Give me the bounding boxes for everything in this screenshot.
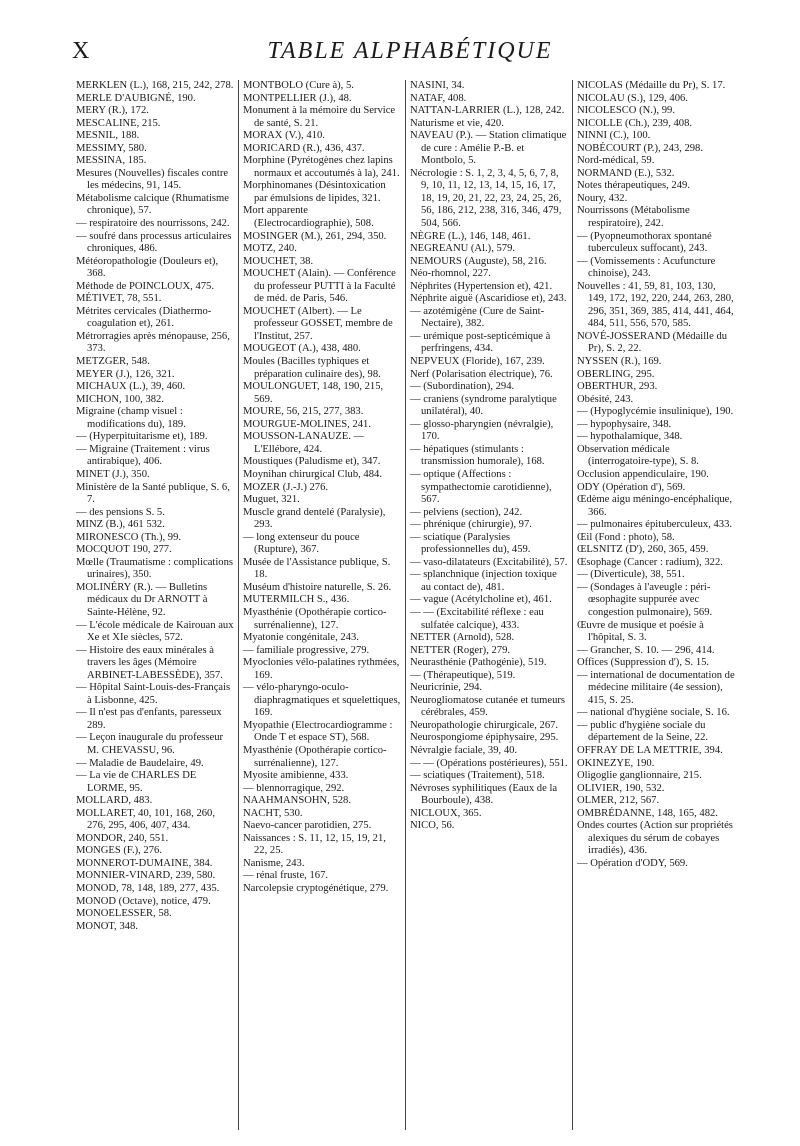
index-entry: NICOLAS (Médaille du Pr), S. 17. — [577, 80, 726, 91]
index-entry: — Migraine (Traitement : virus antirabique), 406. — [76, 443, 210, 468]
index-entry: NICOLAU (S.), 129, 406. — [577, 92, 688, 104]
index-entry: MINZ (B.), 461 532. — [76, 519, 165, 531]
index-entry: — La vie de CHARLES DE LORME, 95. — [76, 770, 197, 794]
index-entry: MOUGEOT (A.), 438, 480. — [243, 343, 361, 355]
index-entry: MINET (J.), 350. — [76, 468, 150, 480]
index-entry: NAVEAU (P.). — Station climatique de cure : Amélie P.-B. et Montbolo, 5. — [410, 130, 567, 167]
index-entry: MONOELESSER, 58. — [76, 908, 172, 920]
index-entry: — (Pyopneumothorax spontané tuberculeux suffocant), 243. — [577, 230, 712, 255]
index-entry: MOULONGUET, 148, 190, 215, 569. — [243, 381, 384, 405]
page-header — [72, 38, 748, 70]
index-entry: OKINEZYE, 190. — [577, 757, 655, 769]
index-entry: OBERLING, 295. — [577, 368, 655, 380]
index-entry: — — (Opérations postérieures), 551. — [410, 757, 568, 769]
index-entry: Noury, 432. — [577, 192, 628, 204]
index-entry: Migraine (champ visuel : modifications du), 189. — [76, 406, 186, 430]
index-entry: NETTER (Roger), 279. — [410, 644, 511, 656]
index-entry: MONGES (F.), 276. — [76, 845, 162, 857]
index-entry: Ministère de la Santé publique, S. 6, 7. — [76, 481, 230, 506]
index-entry: — Grancher, S. 10. — 296, 414. — [577, 644, 715, 656]
index-entry: METZGER, 548. — [76, 356, 150, 368]
index-entry: MIRONESCO (Th.), 99. — [76, 531, 182, 543]
index-entry: Métrites cervicales (Diathermo-coagulation et), 261. — [76, 305, 212, 330]
index-entry: — hépatiques (stimulants : transmission humorale), 168. — [410, 443, 545, 468]
index-entry: MOSINGER (M.), 261, 294, 350. — [243, 230, 387, 242]
index-entry: Neurasthénie (Pathogénie), 519. — [410, 657, 547, 669]
index-entry: MONOD (Octave), notice, 479. — [76, 895, 211, 907]
index-entry: — public d'hygiène sociale du département de la Seine, 22. — [577, 719, 709, 744]
index-entry: MORAX (V.), 410. — [243, 130, 325, 142]
index-entry: OBERTHUR, 293. — [577, 381, 658, 393]
index-entry: ODY (Opération d'), 569. — [577, 481, 686, 493]
index-entry: Métrorragies après ménopause, 256, 373. — [76, 330, 230, 355]
index-entry: MERKLEN (L.), 168, 215, 242, 278. — [76, 80, 234, 91]
index-entry: — soufré dans processus articulaires chroniques, 486. — [76, 230, 232, 255]
index-column-3 — [406, 80, 573, 1130]
index-entry: Œdème aigu méningo-encéphalique, 366. — [577, 494, 733, 518]
index-entry: Neurogliomatose cutanée et tumeurs cérébrales, 459. — [410, 694, 566, 719]
index-entry: Obésité, 243. — [577, 393, 634, 405]
index-entry: Nerf (Polarisation électrique), 76. — [410, 368, 553, 380]
index-entry: — Maladie de Baudelaire, 49. — [76, 757, 204, 769]
index-entry: — (Vomissements : Acufuncture chinoise), 243. — [577, 255, 716, 280]
index-entry: — hypothalamique, 348. — [577, 431, 683, 443]
index-entry: — azotémigène (Cure de Saint-Nectaire), 382. — [410, 305, 545, 330]
index-entry: Mesures (Nouvelles) fiscales contre les médecins, 91, 145. — [76, 167, 229, 192]
index-entry: OFFRAY DE LA METTRIE, 394. — [577, 744, 723, 756]
index-entry: Neuropathologie chirurgicale, 267. — [410, 719, 559, 731]
index-entry: — long extenseur du pouce (Rupture), 367. — [243, 531, 360, 556]
index-entry: — Hôpital Saint-Louis-des-Français à Lisbonne, 425. — [76, 682, 231, 706]
index-columns — [72, 80, 748, 1130]
index-entry: — (Hypoglycémie insulinique), 190. — [577, 406, 734, 418]
index-entry: MONNIER-VINARD, 239, 580. — [76, 870, 216, 882]
index-entry: — — (Excitabilité réflexe : eau sulfatée calcique), 433. — [410, 606, 544, 631]
index-entry: — international de documentation de médecine militaire (4e session), 415, S. 25. — [577, 669, 735, 706]
index-entry: Nouvelles : 41, 59, 81, 103, 130, 149, 172, 192, 220, 244, 263, 280, 296, 351, 369, 385, 414, 441, 464, 484, 511, 556, 570, 585. — [577, 280, 734, 330]
index-entry: Morphine (Pyrétogènes chez lapins normaux et accoutumés à la), 241. — [243, 155, 400, 179]
index-entry: Naevo-cancer parotidien, 275. — [243, 820, 372, 832]
index-entry: Neuricrinie, 294. — [410, 682, 483, 694]
index-entry: Nécrologie : S. 1, 2, 3, 4, 5, 6, 7, 8, 9, 10, 11, 12, 13, 14, 15, 16, 17, 18, 19, 20, 21, 22, 23, 24, 25, 26, 56, 186, 212, 238, 316, 346, 479, 504, 566. — [410, 167, 562, 230]
index-entry: — craniens (syndrome paralytique unilatéral), 40. — [410, 393, 557, 418]
index-entry: Naturisme et vie, 420. — [410, 117, 504, 129]
index-entry: NETTER (Arnold), 528. — [410, 632, 515, 644]
index-entry: NEMOURS (Auguste), 58, 216. — [410, 255, 547, 267]
index-entry: NYSSEN (R.), 169. — [577, 356, 662, 368]
index-entry: Moustiques (Paludisme et), 347. — [243, 456, 381, 468]
index-entry: Néphrite aiguë (Ascaridiose et), 243. — [410, 293, 567, 305]
index-entry: MOUSSON-LANAUZE. — L'Ellébore, 424. — [243, 431, 365, 455]
index-entry: — glosso-pharyngien (névralgie), 170. — [410, 418, 554, 443]
index-entry: MESSIMY, 580. — [76, 142, 147, 154]
index-entry: MICHON, 100, 382. — [76, 393, 164, 405]
page-number: X — [72, 38, 91, 64]
index-entry: Métabolisme calcique (Rhumatisme chronique), 57. — [76, 192, 229, 217]
index-entry: — Opération d'ODY, 569. — [577, 857, 688, 869]
index-entry: — vélo-pharyngo-oculo-diaphragmatiques et squelettiques, 169. — [243, 682, 401, 719]
index-entry: NATAF, 408. — [410, 92, 467, 104]
index-entry: Névroses syphilitiques (Eaux de la Bourboule), 438. — [410, 782, 558, 807]
index-entry: Muguet, 321. — [243, 494, 300, 506]
index-entry: Néo-rhomnol, 227. — [410, 268, 491, 280]
index-entry: MOUCHET, 38. — [243, 255, 314, 267]
index-entry: Observation médicale (interrogatoire-type), S. 8. — [577, 443, 699, 468]
index-entry: Myatonie congénitale, 243. — [243, 632, 359, 644]
index-entry: Nourrissons (Métabolisme respiratoire), 242. — [577, 205, 690, 230]
index-entry: Œil (Fond : photo), 58. — [577, 531, 675, 543]
index-entry: MERLE D'AUBIGNÉ, 190. — [76, 92, 196, 104]
index-entry: — L'école médicale de Kairouan aux Xe et XIe siècles, 572. — [76, 619, 234, 644]
index-entry: MEYER (J.), 126, 321. — [76, 368, 175, 380]
index-entry: Myoclonies vélo-palatines rythmées, 169. — [243, 657, 400, 681]
index-entry: Mort apparente (Electrocardiographie), 508. — [243, 205, 374, 230]
index-entry: Œuvre de musique et poésie à l'hôpital, S. 3. — [577, 619, 704, 644]
index-entry: Narcolepsie cryptogénétique, 279. — [243, 883, 389, 894]
index-entry: MUTERMILCH S., 436. — [243, 594, 350, 606]
index-entry: — sciatique (Paralysies professionnelles du), 459. — [410, 531, 531, 556]
index-entry: MONTBOLO (Cure à), 5. — [243, 80, 354, 91]
index-entry: MOLLARET, 40, 101, 168, 260, 276, 295, 406, 407, 434. — [76, 807, 215, 832]
index-entry: NINNI (C.), 100. — [577, 130, 651, 142]
index-entry: MOLLARD, 483. — [76, 795, 153, 807]
index-entry: MOTZ, 240. — [243, 243, 297, 255]
index-entry: MESCALINE, 215. — [76, 117, 161, 129]
index-entry: NATTAN-LARRIER (L.), 128, 242. — [410, 105, 565, 117]
index-entry: Notes thérapeutiques, 249. — [577, 180, 690, 192]
index-entry: MOURGUE-MOLINES, 241. — [243, 418, 372, 430]
index-entry: MICHAUX (L.), 39, 460. — [76, 381, 186, 393]
index-entry: OLIVIER, 190, 532. — [577, 782, 665, 794]
index-entry: Musée de l'Assistance publique, S. 18. — [243, 556, 391, 581]
index-entry: Moules (Bacilles typhiques et préparation culinaire des), 98. — [243, 356, 381, 380]
index-entry: — phrénique (chirurgie), 97. — [410, 519, 532, 531]
index-entry: MESNIL, 188. — [76, 130, 140, 142]
index-entry: Neurospongiome épiphysaire, 295. — [410, 732, 559, 744]
index-entry: Ondes courtes (Action sur propriétés alexiques du sérum de cobayes irradiés), 436. — [577, 820, 733, 857]
index-entry: Muséum d'histoire naturelle, S. 26. — [243, 581, 392, 593]
index-entry: — splanchnique (injection toxique au contact de), 481. — [410, 569, 557, 593]
index-entry: — rénal fruste, 167. — [243, 870, 329, 882]
index-entry: NÈGRE (L.), 146, 148, 461. — [410, 230, 531, 242]
index-entry: MOUCHET (Albert). — Le professeur GOSSET, membre de l'Institut, 257. — [243, 305, 393, 342]
index-entry: NEGREANU (Al.), 579. — [410, 243, 516, 255]
index-entry: — sciatiques (Traitement), 518. — [410, 770, 545, 782]
index-entry: — respiratoire des nourrissons, 242. — [76, 218, 230, 230]
index-entry: MONTPELLIER (J.), 48. — [243, 92, 352, 104]
index-entry: — (Subordination), 294. — [410, 381, 515, 393]
index-entry: NOBÉCOURT (P.), 243, 298. — [577, 142, 704, 154]
index-entry: OLMER, 212, 567. — [577, 795, 660, 807]
index-entry: Occlusion appendiculaire, 190. — [577, 468, 709, 480]
index-entry: Offices (Suppression d'), S. 15. — [577, 657, 710, 669]
index-entry: — blennorragique, 292. — [243, 782, 345, 794]
index-entry: Muscle grand dentelé (Paralysie), 293. — [243, 506, 386, 531]
index-entry: — Leçon inaugurale du professeur M. CHEVASSU, 96. — [76, 732, 224, 756]
index-entry: — familiale progressive, 279. — [243, 644, 370, 656]
index-entry: MOUCHET (Alain). — Conférence du professeur PUTTI à la Faculté de méd. de Paris, 546. — [243, 268, 396, 305]
index-entry: Myosite amibienne, 433. — [243, 770, 349, 782]
index-entry: — (Thérapeutique), 519. — [410, 669, 516, 681]
index-column-1 — [72, 80, 239, 1130]
index-entry: MORICARD (R.), 436, 437. — [243, 142, 365, 154]
index-entry: NASINI, 34. — [410, 80, 465, 91]
index-entry: MONNEROT-DUMAINE, 384. — [76, 857, 213, 869]
index-entry: — pelviens (section), 242. — [410, 506, 523, 518]
index-entry: Myasthénie (Opothérapie cortico-surrénalienne), 127. — [243, 744, 387, 769]
index-entry: — (Diverticule), 38, 551. — [577, 569, 685, 581]
index-entry: Naissances : S. 11, 12, 15, 19, 21, 22, 25. — [243, 832, 386, 857]
index-entry: Myopathie (Electrocardiogramme : Onde T et espace ST), 568. — [243, 719, 393, 744]
index-entry: NICLOUX, 365. — [410, 807, 482, 819]
index-entry: MESSINA, 185. — [76, 155, 147, 167]
index-entry: — (Hyperpituitarisme et), 189. — [76, 431, 208, 443]
index-entry: — urémique post-septicémique à perfringens, 434. — [410, 330, 551, 355]
index-entry: — optique (Affections : sympathectomie carotidienne), 567. — [410, 468, 552, 506]
index-entry: Météoropathologie (Douleurs et), 368. — [76, 255, 219, 280]
index-entry: MONOD, 78, 148, 189, 277, 435. — [76, 883, 220, 894]
index-entry: — vaso-dilatateurs (Excitabilité), 57. — [410, 556, 568, 568]
index-entry: — hypophysaire, 348. — [577, 418, 672, 430]
index-entry: MÉTIVET, 78, 551. — [76, 293, 162, 305]
index-entry: Nord-médical, 59. — [577, 155, 655, 167]
index-entry: — national d'hygiène sociale, S. 16. — [577, 707, 730, 719]
index-entry: NACHT, 530. — [243, 807, 303, 819]
index-entry: MONDOR, 240, 551. — [76, 832, 169, 844]
index-entry: Mœlle (Traumatisme : complications urinaires), 350. — [76, 556, 234, 581]
index-entry: Nanisme, 243. — [243, 857, 305, 869]
index-entry: NICOLLE (Ch.), 239, 408. — [577, 117, 693, 129]
index-entry: — Il n'est pas d'enfants, paresseux 289. — [76, 707, 222, 731]
index-entry: Méthode de POINCLOUX, 475. — [76, 280, 214, 292]
index-entry: Névralgie faciale, 39, 40. — [410, 744, 518, 756]
index-entry: Néphrites (Hypertension et), 421. — [410, 280, 553, 292]
index-column-4 — [573, 80, 740, 1130]
index-entry: — Histoire des eaux minérales à travers les âges (Mémoire ARBINET-LABESSÈDE), 357. — [76, 644, 223, 681]
index-column-2 — [239, 80, 406, 1130]
index-entry: Monument à la mémoire du Service de santé, S. 21. — [243, 105, 396, 129]
index-entry: MONOT, 348. — [76, 920, 138, 932]
index-entry: NICOLESCO (N.), 99. — [577, 105, 675, 117]
index-entry: — (Sondages à l'aveugle : péri-œsophagite suppurée avec congestion pulmonaire), 569. — [577, 581, 713, 618]
index-entry: MERY (R.), 172. — [76, 105, 149, 117]
index-entry: MOLINÉRY (R.). — Bulletins médicaux du Dr ARNOTT à Sainte-Hélène, 92. — [76, 581, 208, 618]
index-entry: Oligoglie ganglionnaire, 215. — [577, 770, 702, 782]
index-entry: OMBRÉDANNE, 148, 165, 482. — [577, 807, 718, 819]
index-entry: Œsophage (Cancer : radium), 322. — [577, 556, 723, 568]
index-entry: Myasthénie (Opothérapie cortico-surrénalienne), 127. — [243, 606, 387, 631]
index-entry: — des pensions S. 5. — [76, 506, 165, 518]
index-entry: ŒLSNITZ (D'), 260, 365, 459. — [577, 544, 709, 556]
index-entry: NEPVEUX (Floride), 167, 239. — [410, 356, 545, 368]
index-entry: MOCQUOT 190, 277. — [76, 544, 172, 556]
index-entry: NOVÉ-JOSSERAND (Médaille du Pr), S. 2, 22. — [577, 330, 728, 355]
index-entry: NICO, 56. — [410, 820, 455, 832]
index-entry: — vague (Acétylcholine et), 461. — [410, 594, 552, 606]
index-entry: MOURE, 56, 215, 277, 383. — [243, 406, 364, 418]
running-title: TABLE ALPHABÉTIQUE — [267, 38, 553, 64]
index-entry: — pulmonaires épituberculeux, 433. — [577, 519, 733, 531]
index-entry: MOZER (J.-J.) 276. — [243, 481, 329, 493]
index-entry: Moynihan chirurgical Club, 484. — [243, 468, 382, 480]
index-entry: Morphinomanes (Désintoxication par émulsions de lipides, 321. — [243, 180, 386, 204]
index-entry: NORMAND (E.), 532. — [577, 167, 675, 179]
index-entry: NAAHMANSOHN, 528. — [243, 795, 352, 807]
